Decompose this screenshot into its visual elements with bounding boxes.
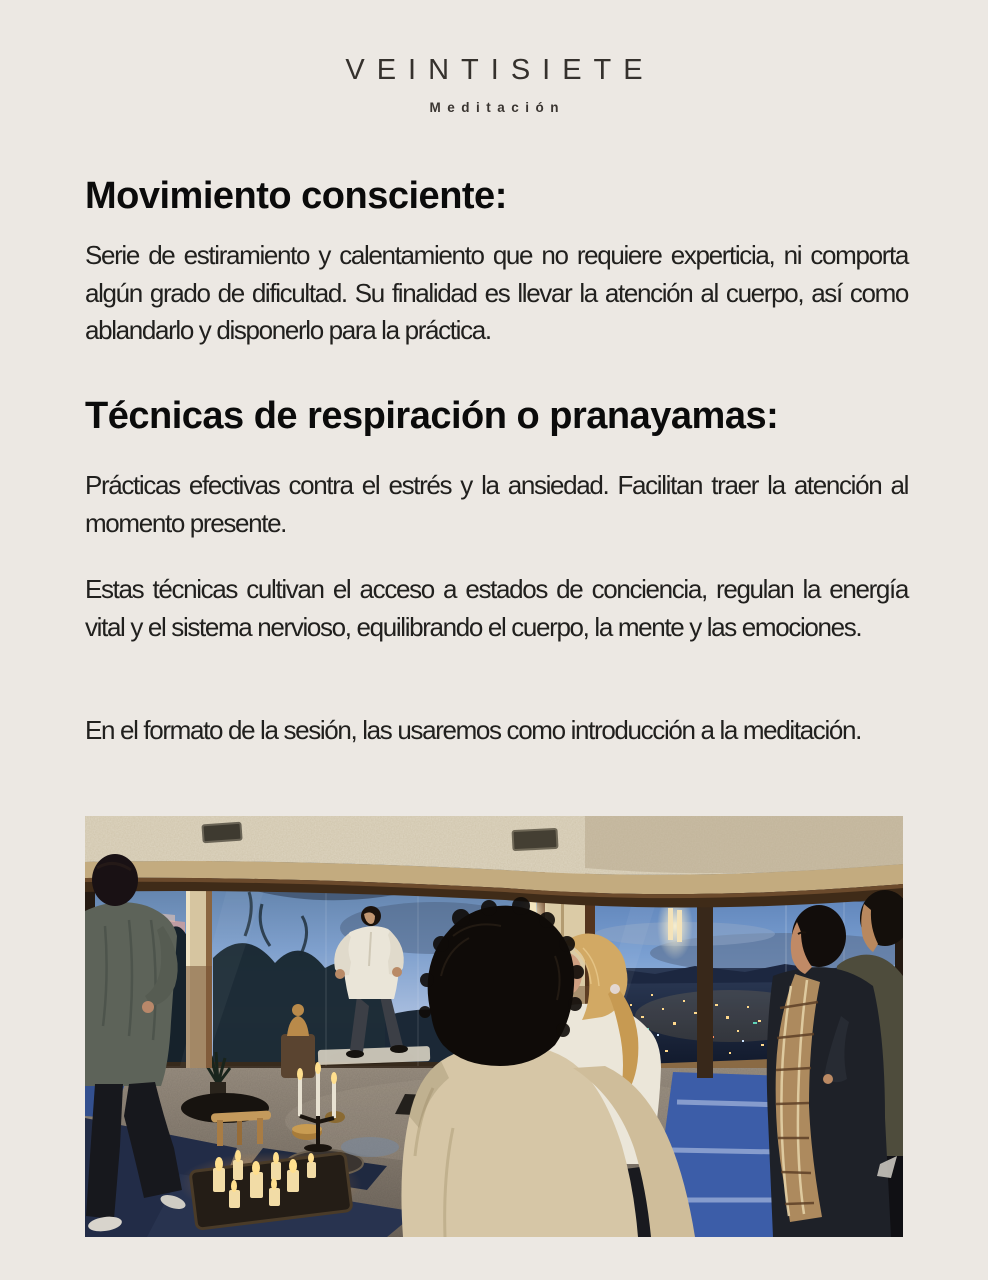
paragraph-pranayamas-2: Estas técnicas cultivan el acceso a estados de conciencia, regulan la energía vital y el sistema nervioso, equilibrando el cuerpo, la mente y las emociones. <box>85 574 908 642</box>
wooden-stool <box>211 1110 271 1146</box>
paragraph-pranayamas-3: En el formato de la sesión, las usaremos como introducción a la meditación. <box>85 715 861 745</box>
section-heading-movimiento: Movimiento consciente: <box>85 175 507 217</box>
session-photo <box>85 816 903 1237</box>
brand-name: VEINTISIETE <box>345 54 655 86</box>
brand-subtitle: Meditación <box>429 100 565 115</box>
paragraph-movimiento: Serie de estiramiento y calentamiento que no requiere experticia, ni comporta algún grado de dificultad. Su finalidad es llevar la atención al cuerpo, así como ablandarlo y disponerlo para la práctica. <box>85 240 908 345</box>
section-heading-pranayamas: Técnicas de respiración o pranayamas: <box>85 395 779 437</box>
paragraph-pranayamas-1: Prácticas efectivas contra el estrés y la ansiedad. Facilitan traer la atención al momento presente. <box>85 470 908 538</box>
logo <box>0 54 988 115</box>
